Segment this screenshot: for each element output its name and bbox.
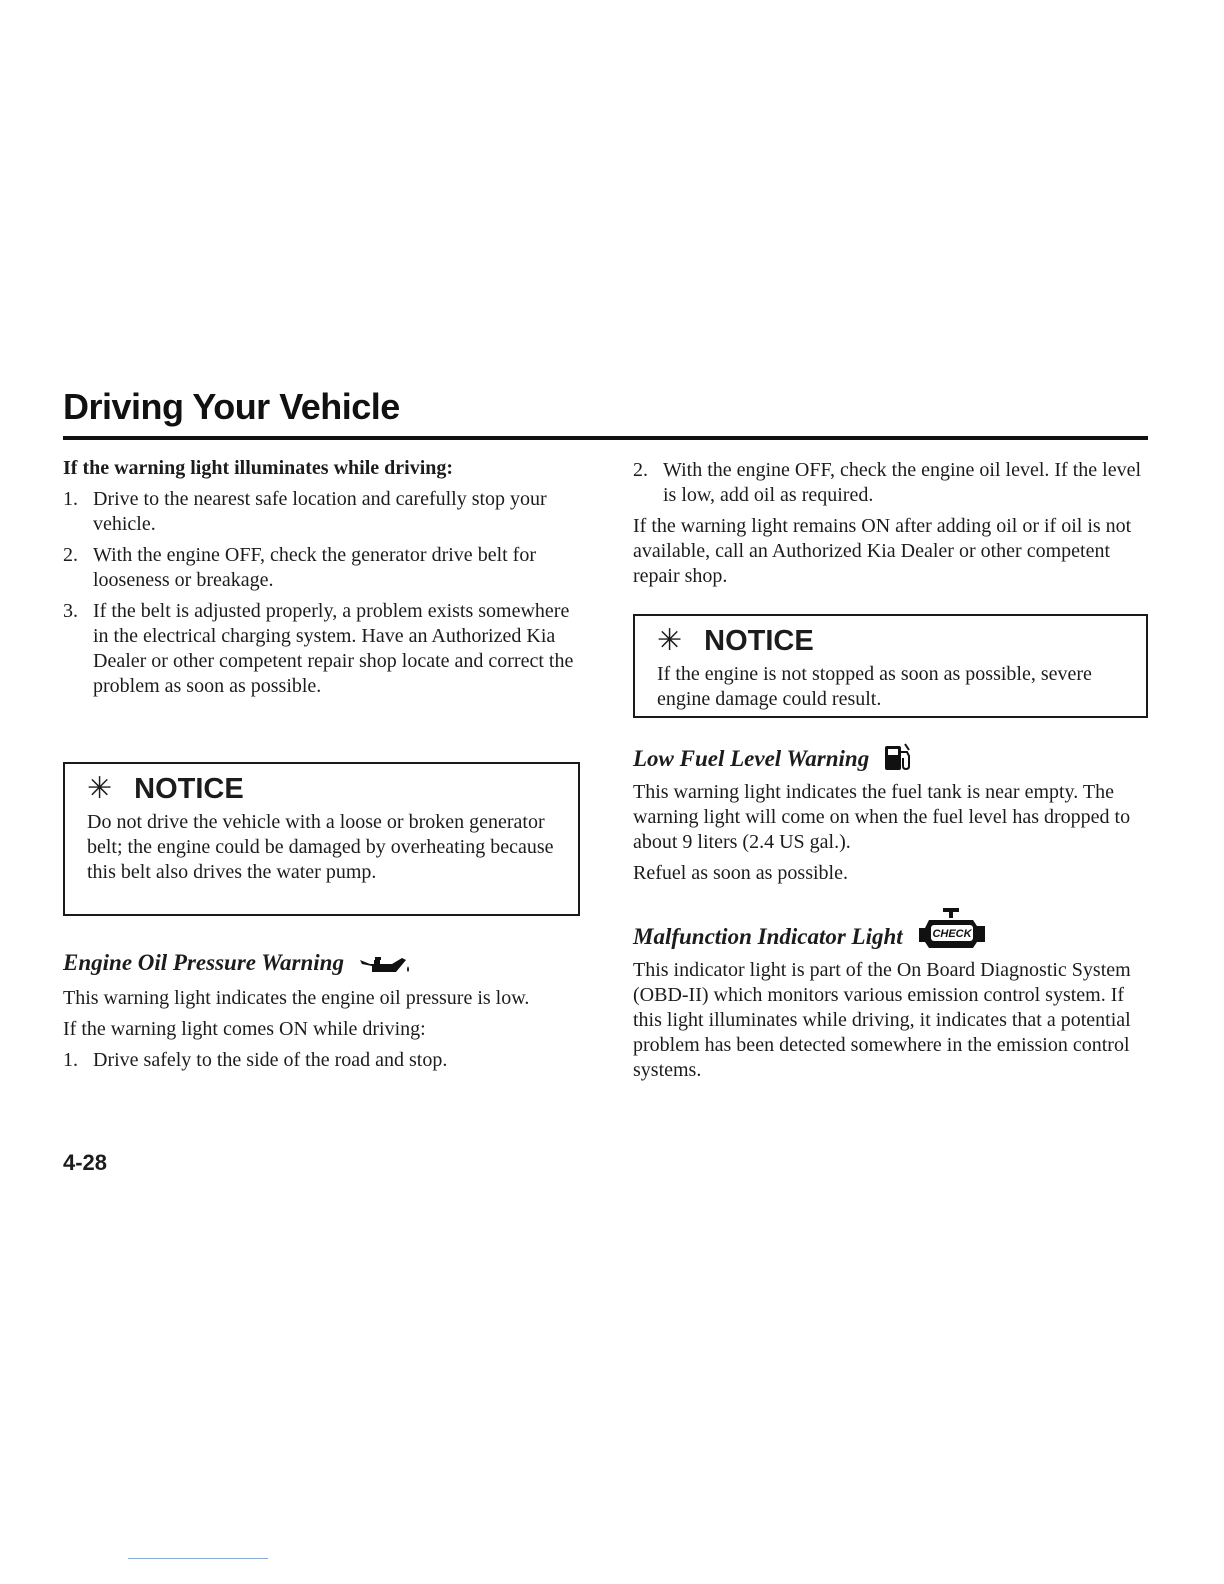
- oil-step-list: [63, 1048, 583, 1073]
- asterisk-icon: ✳: [87, 772, 113, 805]
- step-list: [63, 487, 583, 699]
- right-column: [633, 458, 1153, 595]
- step-text: Drive safely to the side of the road and stop.: [93, 1049, 448, 1071]
- section-heading: [633, 906, 1153, 952]
- left-column: [63, 456, 583, 705]
- oil-heading: Engine Oil Pressure Warning: [63, 950, 344, 975]
- fuel-pump-icon: [881, 740, 915, 774]
- mil-heading: Malfunction Indicator Light: [633, 924, 903, 949]
- page-number: 4-28: [63, 1150, 108, 1175]
- title-rule: [63, 436, 1148, 440]
- step-text: If the belt is adjusted properly, a problem exists somewhere in the electrical charging system. Have an Authorized Kia Dealer or other competent repair shop locate and correct the problem as soon as possible.: [93, 600, 574, 697]
- section-heading: [63, 948, 583, 978]
- step-number: 1.: [63, 488, 78, 510]
- oil-step-list-continued: [633, 458, 1153, 508]
- notice-label: NOTICE: [704, 625, 814, 657]
- list-item: [63, 543, 583, 593]
- oil-text-1: This warning light indicates the engine oil pressure is low.: [63, 987, 530, 1009]
- list-item: [633, 458, 1153, 508]
- oil-text-3: If the warning light remains ON after adding oil or if oil is not available, call an Authorized Kia Dealer or other competent repair shop.: [633, 515, 1132, 587]
- mil-text: This indicator light is part of the On Board Diagnostic System (OBD-II) which monitors various emission control system. If this light illuminates while driving, it indicates that a potential problem has been detected somewhere in the emission control systems.: [633, 959, 1131, 1081]
- step-number: 2.: [63, 544, 78, 566]
- fuel-section: [633, 740, 1153, 892]
- fuel-text-1: This warning light indicates the fuel tank is near empty. The warning light will come on when the fuel level has dropped to about 9 liters (2.4 US gal.).: [633, 781, 1131, 853]
- oil-text-2: If the warning light comes ON while driving:: [63, 1018, 426, 1040]
- step-text: With the engine OFF, check the engine oil level. If the level is low, add oil as required.: [663, 459, 1141, 506]
- step-text: Drive to the nearest safe location and carefully stop your vehicle.: [93, 488, 547, 535]
- step-number: 1.: [63, 1049, 78, 1071]
- list-item: [63, 1048, 583, 1073]
- mil-section: [633, 906, 1153, 1089]
- notice-body: Do not drive the vehicle with a loose or broken generator belt; the engine could be damaged by overheating because this belt also drives the water pump.: [87, 811, 554, 883]
- step-text: With the engine OFF, check the generator drive belt for looseness or breakage.: [93, 544, 536, 591]
- footer-line: [128, 1558, 268, 1559]
- notice-body: If the engine is not stopped as soon as possible, severe engine damage could result.: [657, 663, 1092, 710]
- page-title: Driving Your Vehicle: [63, 386, 400, 427]
- oil-can-icon: [356, 952, 414, 978]
- section-lead: If the warning light illuminates while driving:: [63, 457, 454, 479]
- check-label: CHECK: [932, 928, 972, 940]
- notice-heading: [87, 772, 558, 806]
- notice-heading: [657, 624, 1126, 658]
- check-engine-icon: [915, 906, 995, 952]
- notice-label: NOTICE: [134, 773, 244, 805]
- section-heading: [633, 740, 1153, 774]
- asterisk-icon: ✳: [657, 624, 683, 657]
- oil-section: [63, 948, 583, 1079]
- list-item: [63, 599, 583, 699]
- step-number: 3.: [63, 600, 78, 622]
- step-number: 2.: [633, 459, 648, 481]
- fuel-heading: Low Fuel Level Warning: [633, 746, 870, 771]
- fuel-text-2: Refuel as soon as possible.: [633, 862, 848, 884]
- notice-box: [633, 614, 1148, 718]
- list-item: [63, 487, 583, 537]
- notice-box: [63, 762, 580, 916]
